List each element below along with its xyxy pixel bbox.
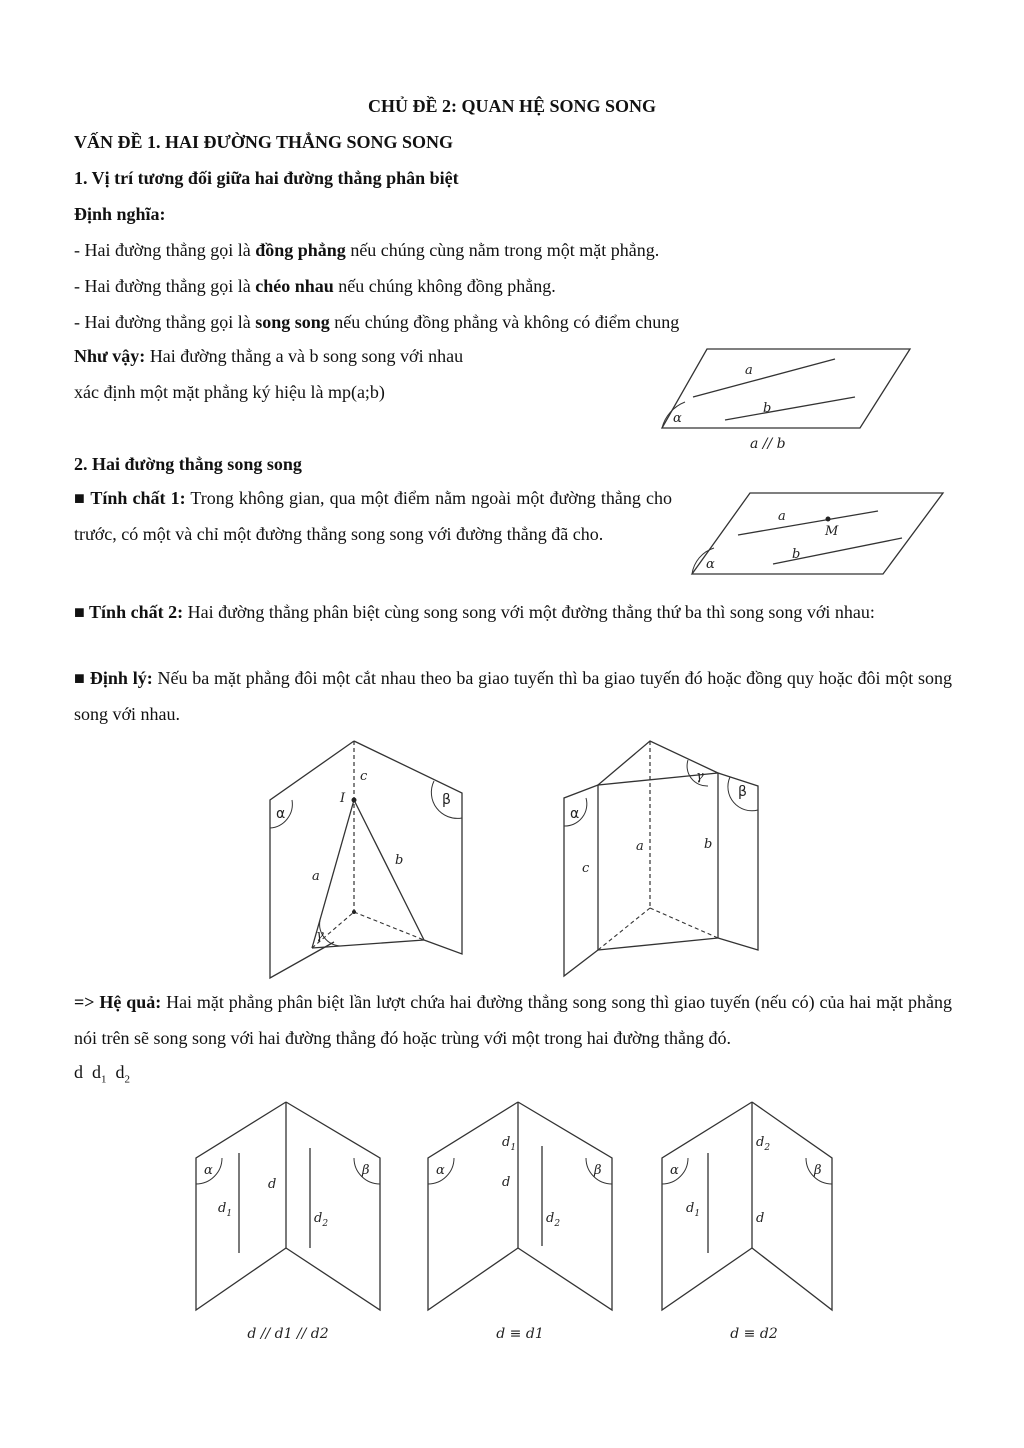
label-alpha: α bbox=[670, 1163, 679, 1178]
figure-case-1 bbox=[192, 1098, 392, 1353]
label-alpha: α bbox=[706, 557, 715, 572]
label-d2: $d_2$ bbox=[546, 1211, 561, 1229]
text-span: - Hai đường thẳng gọi là bbox=[74, 276, 256, 296]
label-d: d bbox=[502, 1175, 511, 1190]
plane-shape bbox=[692, 493, 943, 574]
text-span: nếu chúng cùng nằm trong một mặt phẳng. bbox=[345, 240, 660, 260]
point-i bbox=[352, 798, 357, 803]
text-span: Hai đường thẳng phân biệt cùng song song với một đường thẳng thứ ba thì song song với nhau: bbox=[183, 602, 875, 622]
definition-skew bbox=[74, 274, 556, 298]
symbol-d: d bbox=[74, 1062, 83, 1082]
symbol-d2: d bbox=[115, 1062, 125, 1082]
corollary-label: => Hệ quả: bbox=[74, 992, 162, 1012]
label-b: b bbox=[704, 837, 713, 852]
figure-concurrent-lines bbox=[262, 738, 472, 983]
note-line-1 bbox=[74, 344, 463, 368]
label-alpha: α bbox=[570, 806, 580, 822]
label-gamma: γ bbox=[316, 928, 324, 943]
figure-caption: d ≡ d2 bbox=[730, 1326, 778, 1342]
page-title: CHỦ ĐỀ 2: QUAN HỆ SONG SONG bbox=[367, 96, 657, 116]
line-a bbox=[693, 359, 835, 397]
label-b: b bbox=[395, 853, 404, 868]
label-beta: β bbox=[362, 1163, 370, 1178]
label-gamma: γ bbox=[696, 769, 704, 784]
label-beta: β bbox=[442, 792, 451, 808]
theorem bbox=[74, 660, 952, 732]
text-span: - Hai đường thẳng gọi là bbox=[74, 312, 256, 332]
label-a: a bbox=[745, 363, 753, 378]
figure-case-2 bbox=[424, 1098, 624, 1353]
label-alpha: α bbox=[204, 1163, 213, 1178]
line-b bbox=[354, 800, 424, 940]
label-beta: β bbox=[594, 1163, 602, 1178]
text-span: - Hai đường thẳng gọi là bbox=[74, 240, 256, 260]
property-2-label: ■ Tính chất 2: bbox=[74, 602, 184, 622]
line-a bbox=[738, 511, 878, 535]
plane-shape bbox=[662, 349, 910, 428]
label-c: c bbox=[582, 861, 590, 876]
label-d1: $d_1$ bbox=[686, 1201, 701, 1219]
label-c: c bbox=[360, 769, 368, 784]
hidden-edge-2 bbox=[650, 908, 718, 938]
text-span: Hai mặt phẳng phân biệt lần lượt chứa hai đường thẳng song song thì giao tuyến (nếu có) của hai mặt phẳng nói trên sẽ song song với hai đường thẳng đó hoặc trùng với một trong hai đường thẳng đó. bbox=[74, 992, 952, 1048]
subsection-heading-2: 2. Hai đường thẳng song song bbox=[74, 454, 302, 474]
theorem-label: ■ Định lý: bbox=[74, 668, 153, 688]
label-a: a bbox=[778, 509, 786, 524]
label-d2: $d_2$ bbox=[756, 1135, 771, 1153]
label-d: d bbox=[268, 1177, 277, 1192]
label-beta: β bbox=[738, 784, 747, 800]
figure-caption: d ≡ d1 bbox=[496, 1326, 544, 1342]
label-alpha: α bbox=[673, 411, 682, 426]
figure-caption: d // d1 // d2 bbox=[247, 1326, 329, 1342]
definition-parallel bbox=[74, 310, 679, 334]
line-b bbox=[725, 397, 855, 420]
note-line-2: xác định một mặt phẳng ký hiệu là mp(a;b) bbox=[74, 382, 385, 402]
figure-case-3 bbox=[658, 1098, 858, 1353]
definition-coplanar bbox=[74, 238, 659, 262]
plane-beta bbox=[518, 1102, 612, 1310]
text-span: nếu chúng không đồng phẳng. bbox=[333, 276, 556, 296]
label-b: b bbox=[763, 401, 772, 416]
property-2 bbox=[74, 594, 952, 630]
subscript-1: 1 bbox=[101, 1073, 107, 1086]
term-coplanar: đồng phẳng bbox=[255, 240, 346, 260]
term-parallel: song song bbox=[255, 312, 330, 332]
base-point bbox=[352, 910, 356, 914]
plane-alpha bbox=[428, 1102, 518, 1310]
figure-parallel-intersections bbox=[558, 738, 768, 983]
symbol-d1: d bbox=[92, 1062, 101, 1082]
label-i: I bbox=[340, 791, 346, 806]
text-span: nếu chúng đồng phẳng và không có điểm chung bbox=[329, 312, 680, 332]
plane-beta bbox=[354, 741, 462, 954]
text-span: Hai đường thẳng a và b song song với nhau bbox=[145, 346, 464, 366]
text-span: Trong không gian, qua một điểm nằm ngoài một đường thẳng cho trước, có một và chỉ một đường thẳng song song với đường thẳng đã cho. bbox=[74, 488, 672, 544]
label-d2: $d_2$ bbox=[314, 1211, 329, 1229]
label-alpha: α bbox=[436, 1163, 445, 1178]
label-d: d bbox=[756, 1211, 765, 1226]
term-skew: chéo nhau bbox=[255, 276, 334, 296]
label-d1: $d_1$ bbox=[218, 1201, 233, 1219]
subscript-2: 2 bbox=[124, 1073, 130, 1086]
section-heading: VẤN ĐỀ 1. HAI ĐƯỜNG THẲNG SONG SONG bbox=[74, 132, 454, 152]
subsection-heading-1: 1. Vị trí tương đối giữa hai đường thẳng phân biệt bbox=[74, 168, 459, 188]
plane-alpha bbox=[196, 1102, 286, 1310]
triangle-base bbox=[312, 940, 424, 948]
figure-caption: a // b bbox=[750, 436, 786, 452]
hidden-edge-1 bbox=[598, 908, 650, 950]
bottom-edge bbox=[598, 938, 718, 950]
label-alpha: α bbox=[276, 806, 286, 822]
figure-point-and-line bbox=[688, 488, 948, 583]
label-b: b bbox=[792, 547, 801, 562]
label-a: a bbox=[636, 839, 644, 854]
label-a: a bbox=[312, 869, 320, 884]
property-1 bbox=[74, 480, 672, 552]
point-m bbox=[826, 517, 831, 522]
d-line bbox=[74, 1060, 130, 1092]
label-m: M bbox=[825, 524, 839, 539]
plane-alpha bbox=[662, 1102, 752, 1310]
plane-beta bbox=[286, 1102, 380, 1310]
text-span: Nếu ba mặt phẳng đôi một cắt nhau theo ba giao tuyến thì ba giao tuyến đó hoặc đồng quy hoặc đôi một song song với nhau. bbox=[74, 668, 953, 724]
plane-beta bbox=[752, 1102, 832, 1310]
figure-parallel-lines bbox=[655, 340, 920, 455]
definition-label: Định nghĩa: bbox=[74, 204, 166, 224]
label-beta: β bbox=[814, 1163, 822, 1178]
label-d1: $d_1$ bbox=[502, 1135, 517, 1153]
hidden-edge-2 bbox=[354, 912, 424, 940]
note-label: Như vậy: bbox=[74, 346, 146, 366]
property-1-label: ■ Tính chất 1: bbox=[74, 488, 186, 508]
plane-alpha bbox=[270, 741, 354, 978]
corollary bbox=[74, 984, 952, 1056]
